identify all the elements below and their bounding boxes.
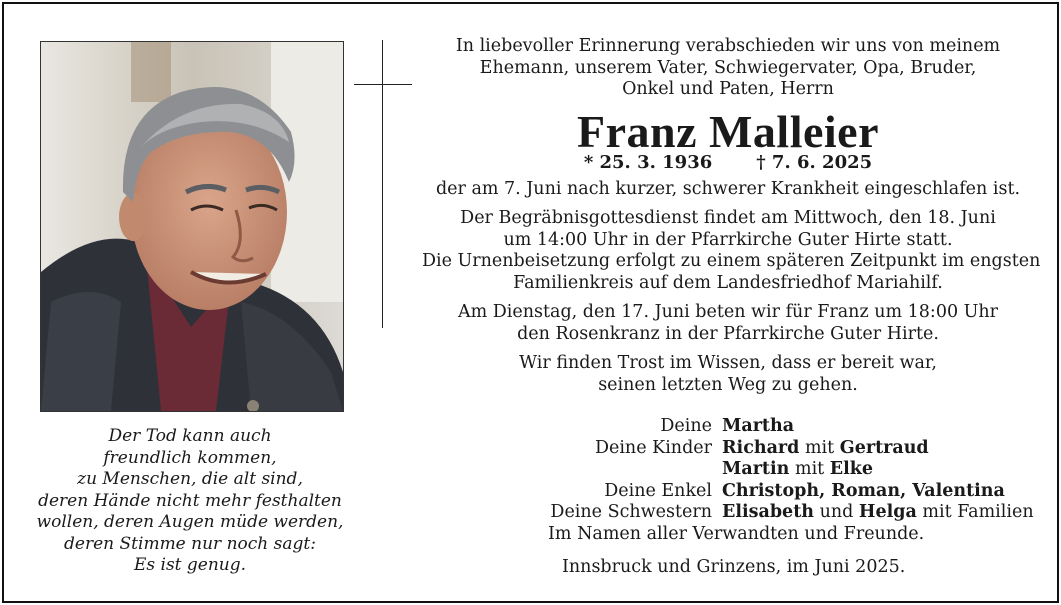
poem-line: Es ist genug. bbox=[133, 555, 247, 575]
mourners-list bbox=[422, 416, 1034, 579]
funeral-line: Der Begräbnisgottesdienst findet am Mittwoch, den 18. Juni bbox=[460, 208, 996, 228]
mourner-name: Gertraud bbox=[839, 437, 929, 458]
intro-line: Onkel und Paten, Herrn bbox=[622, 79, 834, 99]
relatives-line: Im Namen aller Verwandten und Freunde. bbox=[548, 523, 925, 544]
portrait-photo bbox=[40, 41, 344, 412]
comfort-line: seinen letzten Weg zu gehen. bbox=[598, 374, 858, 395]
rosary-line: den Rosenkranz in der Pfarrkirche Guter Hirte. bbox=[517, 323, 939, 344]
mourner-row-children bbox=[422, 438, 1034, 460]
mourner-row-children-2 bbox=[422, 459, 1034, 481]
mourner-label: Deine Kinder bbox=[594, 437, 712, 458]
rosary-line: Am Dienstag, den 17. Juni beten wir für Franz um 18:00 Uhr bbox=[457, 302, 999, 322]
poem-line: deren Hände nicht mehr festhalten bbox=[38, 490, 342, 511]
poem-line: zu Menschen, die alt sind, bbox=[77, 469, 303, 489]
passing-line: der am 7. Juni nach kurzer, schwerer Krankheit eingeschlafen ist. bbox=[435, 178, 1021, 199]
announcement-text bbox=[422, 36, 1041, 396]
mourner-name: Helga bbox=[858, 502, 917, 522]
comfort-line: Wir finden Trost im Wissen, dass er bereit war, bbox=[519, 353, 937, 373]
intro-line: In liebevoller Erinnerung verabschieden wir uns von meinem bbox=[455, 36, 1001, 56]
place-date: Innsbruck und Grinzens, im Juni 2025. bbox=[562, 557, 906, 577]
deceased-name: Franz Malleier bbox=[576, 105, 880, 157]
life-dates bbox=[422, 153, 1034, 173]
mourner-name: Elke bbox=[829, 459, 874, 479]
mourner-name: Elisabeth bbox=[722, 502, 815, 522]
mourner-name: Richard bbox=[722, 437, 800, 458]
mourner-row-grandchildren bbox=[422, 481, 1034, 503]
poem-line: Der Tod kann auch bbox=[108, 426, 272, 446]
mourner-name: Martin bbox=[722, 459, 790, 479]
poem-line: wollen, deren Augen müde werden, bbox=[36, 512, 344, 532]
poem bbox=[24, 426, 356, 577]
birth-date: * 25. 3. 1936 bbox=[583, 151, 713, 173]
suffix: mit Familien bbox=[922, 502, 1034, 522]
mourner-label: Deine bbox=[660, 416, 712, 436]
cross-symbol-bar bbox=[354, 84, 412, 85]
conjunction: mit bbox=[794, 459, 825, 479]
death-date: † 7. 6. 2025 bbox=[756, 151, 873, 173]
funeral-line: Familienkreis auf dem Landesfriedhof Mariahilf. bbox=[513, 272, 943, 293]
conjunction: und bbox=[819, 502, 854, 522]
obituary-card bbox=[2, 2, 1059, 603]
mourner-label: Deine Schwestern bbox=[550, 502, 712, 522]
mourner-row-wife bbox=[422, 416, 1034, 438]
mourner-name: Martha bbox=[722, 416, 795, 436]
place-date-row bbox=[422, 557, 1034, 579]
funeral-line: Die Urnenbeisetzung erfolgt zu einem späteren Zeitpunkt im engsten bbox=[422, 251, 1041, 271]
conjunction: mit bbox=[804, 437, 835, 458]
poem-line: deren Stimme nur noch sagt: bbox=[64, 533, 316, 554]
intro-line: Ehemann, unserem Vater, Schwiegervater, Opa, Bruder, bbox=[479, 57, 977, 78]
mourner-name: Christoph, Roman, Valentina bbox=[722, 480, 1005, 501]
relatives-row bbox=[422, 524, 1034, 546]
poem-line: freundlich kommen, bbox=[103, 447, 277, 468]
mourner-row-sisters bbox=[422, 502, 1034, 524]
mourner-label: Deine Enkel bbox=[604, 480, 712, 501]
funeral-line: um 14:00 Uhr in der Pfarrkirche Guter Hirte statt. bbox=[503, 229, 953, 250]
